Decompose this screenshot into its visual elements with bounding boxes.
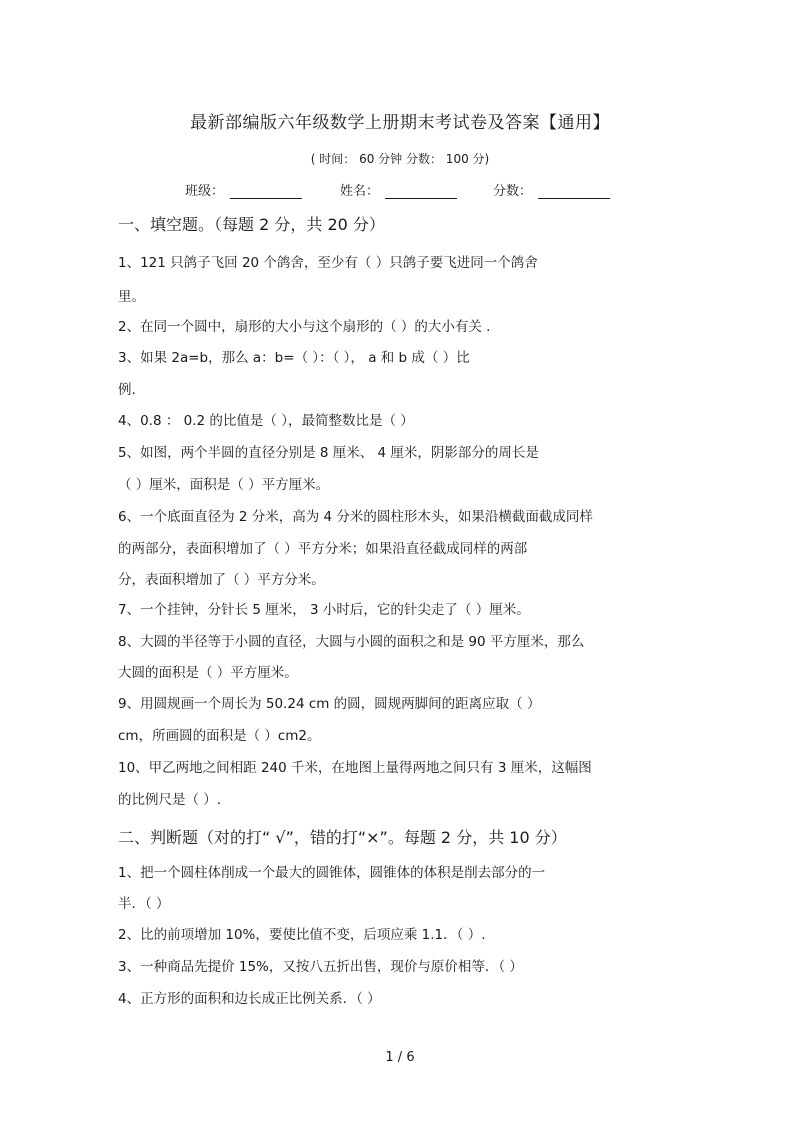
question-line: 7、一个挂钟，分针长 5 厘米， 3 小时后，它的针尖走了（ ）厘米。 — [118, 602, 530, 618]
question-line: 9、用圆规画一个周长为 50.24 cm 的圆，圆规两脚间的距离应取（ ） — [118, 696, 541, 712]
section1-heading: 一、填空题。（每题 2 分，共 20 分） — [118, 215, 385, 234]
question-line: 2、比的前项增加 10%，要使比值不变，后项应乘 1.1．（ ）. — [118, 927, 486, 943]
question-line: 2、在同一个圆中，扇形的大小与这个扇形的（ ）的大小有关 . — [118, 319, 491, 335]
question-line: cm，所画圆的面积是（ ）cm2。 — [118, 728, 321, 744]
exam-subtitle: ( 时间： 60 分钟 分数： 100 分) — [310, 152, 490, 166]
class-field — [185, 180, 302, 199]
class-blank[interactable] — [230, 184, 302, 199]
question-line: 6、一个底面直径为 2 分米，高为 4 分米的圆柱形木头，如果沿横截面截成同样 — [118, 509, 593, 525]
name-blank[interactable] — [385, 184, 457, 199]
question-line: 半．（ ） — [118, 896, 170, 912]
question-line: 10、甲乙两地之间相距 240 千米，在地图上量得两地之间只有 3 厘米，这幅图 — [118, 760, 592, 776]
page-number: 1 / 6 — [385, 1050, 415, 1065]
question-line: 例. — [118, 382, 136, 398]
question-line: 的两部分，表面积增加了（ ）平方分米；如果沿直径截成同样的两部 — [118, 541, 528, 557]
section2-heading: 二、判断题（对的打“ √”，错的打“×”。每题 2 分，共 10 分） — [118, 828, 567, 847]
score-label: 分数： — [493, 184, 533, 199]
score-blank[interactable] — [538, 184, 610, 199]
question-line: 大圆的面积是（ ）平方厘米。 — [118, 665, 298, 681]
name-label: 姓名： — [340, 184, 380, 199]
question-line: 的比例尺是（ ）. — [118, 792, 222, 808]
question-line: 3、一种商品先提价 15%，又按八五折出售，现价与原价相等．（ ） — [118, 959, 523, 975]
question-line: 1、把一个圆柱体削成一个最大的圆锥体，圆锥体的体积是削去部分的一 — [118, 865, 546, 881]
question-line: 4、正方形的面积和边长成正比例关系．（ ） — [118, 991, 381, 1007]
question-line: 1、121 只鸽子飞回 20 个鸽舍，至少有（ ）只鸽子要飞进同一个鸽舍 — [118, 255, 538, 271]
question-line: 5、如图，两个半圆的直径分别是 8 厘米、 4 厘米，阴影部分的周长是 — [118, 445, 539, 461]
question-line: 4、0.8 ： 0.2 的比值是（ ），最简整数比是（ ） — [118, 413, 414, 429]
question-line: 3、如果 2a=b，那么 a：b=（ ）：（ ）， a 和 b 成（ ）比 — [118, 350, 470, 366]
score-field — [493, 180, 610, 199]
question-line: （ ）厘米，面积是（ ）平方厘米。 — [118, 477, 330, 493]
question-line: 里。 — [118, 289, 145, 305]
exam-title: 最新部编版六年级数学上册期末考试卷及答案【通用】 — [190, 113, 610, 133]
name-field — [340, 180, 457, 199]
question-line: 8、大圆的半径等于小圆的直径，大圆与小圆的面积之和是 90 平方厘米，那么 — [118, 634, 585, 650]
class-label: 班级： — [185, 184, 225, 199]
question-line: 分，表面积增加了（ ）平方分米。 — [118, 572, 325, 588]
